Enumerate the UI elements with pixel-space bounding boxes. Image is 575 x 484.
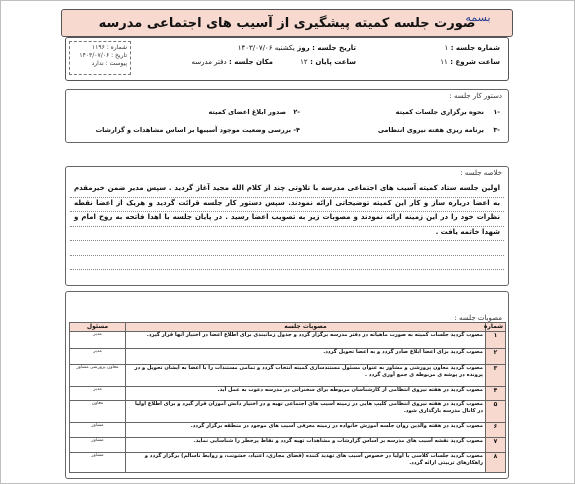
- resolutions-table: [69, 322, 506, 473]
- agenda-item-4: ۴- بررسی وضعیت موجود آسیبها بر اساس مشاهدات و گزارشات: [95, 126, 300, 134]
- row-resp: معاون پرورشی مشاور: [70, 365, 126, 387]
- table-row: [70, 387, 506, 401]
- meeting-number-field: [444, 44, 500, 52]
- resolutions-title: مصوبات جلسه :: [454, 314, 502, 322]
- row-text: مصوب گردید در هفته نیروی انتظامی کلیپ هایی در زمینه آسیب های اجتماعی تهیه و در اختیار دانش آموزان قرار گیرد و برای اطلاع اولیا در کانال مدرسه بارگذاری شود.: [126, 401, 486, 423]
- row-resp: مشاور: [70, 438, 126, 453]
- agenda-item-2: صدور ابلاغ اعضای کمیته: [208, 108, 286, 116]
- row-num: ۴: [486, 387, 506, 401]
- summary-section: [65, 166, 509, 286]
- meeting-date-label: تاریخ جلسه : روز: [297, 44, 356, 52]
- row-num: ۵: [486, 401, 506, 423]
- agenda-section: [65, 89, 509, 143]
- row-text: مصوب گردید جلسات کمیته به صورت ماهیانه در دفتر مدرسه برگزار گردد و جدول زمانبندی برای اطلاع اعضا در اختیار آنها قرار گیرد.: [126, 332, 486, 349]
- row-num: ۱: [486, 332, 506, 349]
- row-num: ۶: [486, 423, 506, 438]
- col-header-resp: مسئول: [70, 323, 126, 332]
- stamp-date: تاریخ : ۱۴۰۳/۰۷/۰۶: [79, 52, 127, 59]
- table-row: [70, 349, 506, 365]
- row-resp: مشاور: [70, 453, 126, 473]
- row-text: مصوب گردید جلسات کلاسی با اولیا در خصوص آسیب های تهدید کننده (فضای مجازی، اعتیاد، خشونت، و روابط ناسالم) برگزار گردد و راهکارهای تربیتی ارائه گردد.: [126, 453, 486, 473]
- summary-title: خلاصه جلسه :: [460, 169, 502, 177]
- end-time-value: ۱۲: [300, 58, 308, 66]
- ruled-line: [70, 269, 504, 270]
- agenda-item-3: برنامه ریزی هفته نیروی انتظامی: [377, 126, 484, 134]
- row-resp: مدیر: [70, 332, 126, 349]
- row-text: مصوب گردید در هفته والدین روان جلسه آموزش خانواده در زمینه معرفی آسیب های موجود در منطقه برگزار گردد.: [126, 423, 486, 438]
- summary-text: اولین جلسه ستاد کمیته آسیب های اجتماعی مدرسه با تلاوتی چند از کلام الله مجید آغاز گردید . سپس مدیر ضمن خیرمقدم به اعضا درباره ساز و کار این کمیته توضیحاتی ارائه نمودند. سپس دستور کار جلسه قرائت گردید و هریک از اعضا نقطه نظرات خود را در این زمینه ارائه نمودند و مصوبات زیر به تصویب اعضا رسید . در پایان جلسه با اهدا فاتحه به روح امام و شهدا خاتمه یافت .: [74, 184, 500, 236]
- school-logo: [461, 13, 495, 33]
- table-row: [70, 423, 506, 438]
- meeting-info-box: [65, 37, 509, 81]
- row-num: ۸: [486, 453, 506, 473]
- row-num: ۲: [486, 349, 506, 365]
- row-num: ۷: [486, 438, 506, 453]
- row-resp: مشاور: [70, 423, 126, 438]
- agenda-title: دستور کار جلسه :: [449, 92, 502, 100]
- agenda-item-2-num: ۲-: [293, 108, 300, 116]
- start-time-field: [440, 58, 500, 66]
- meeting-number-value: ۱: [444, 44, 449, 52]
- logo-text: بسمه: [465, 11, 491, 24]
- stamp-attachment: پیوست : ندارد: [91, 60, 127, 67]
- meeting-date-field: [238, 44, 356, 52]
- col-header-text: مصوبات جلسه: [126, 323, 486, 332]
- agenda-item-3-num: ۳-: [493, 126, 500, 134]
- agenda-item-1-num: ۱-: [493, 108, 500, 116]
- document-title: صورت جلسه کمیته پیشگیری از آسیب های اجتماعی مدرسه: [98, 15, 476, 31]
- start-time-label: ساعت شروع :: [450, 58, 500, 66]
- ruled-line: [70, 240, 504, 241]
- meeting-place-value: دفتر مدرسه: [191, 58, 227, 66]
- document-title-box: [61, 9, 513, 37]
- meeting-number-label: شماره جلسه :: [450, 44, 500, 52]
- stamp-number: شماره : ۱۱۹۶: [91, 44, 127, 51]
- table-header-row: [70, 323, 506, 332]
- table-row: [70, 365, 506, 387]
- row-resp: مدیر: [70, 387, 126, 401]
- ruled-line: [70, 255, 504, 256]
- start-time-value: ۱۱: [440, 58, 448, 66]
- row-resp: مدیر: [70, 349, 126, 365]
- table-row: [70, 438, 506, 453]
- table-row: [70, 332, 506, 349]
- registration-stamp: [69, 41, 131, 75]
- agenda-item-1: نحوه برگزاری جلسات کمیته: [395, 108, 484, 116]
- table-row: [70, 401, 506, 423]
- row-text: مصوب گردید در هفته نیروی انتظامی از کارشناسان مربوطه برای سخنرانی در مدرسه دعوت به عمل آید.: [126, 387, 486, 401]
- row-num: ۳: [486, 365, 506, 387]
- meeting-place-label: مکان جلسه :: [229, 58, 273, 66]
- meeting-date-value: یکشنبه ۱۴۰۳/۰۷/۰۶: [237, 44, 295, 52]
- row-text: مصوب گردید معاون پرورشی و مشاور به عنوان مسئول مستندسازی کمیته انتخاب گردد و تمامی مستندات را با اعضا به ایشان تحویل و در پرونده در پوشه ی مربوطه ی جمع آوری گردد .: [126, 365, 486, 387]
- row-text: مصوب گردید برای اعضا ابلاغ صادر گردد و به اعضا تحویل گردد.: [126, 349, 486, 365]
- table-row: [70, 453, 506, 473]
- end-time-field: [300, 58, 356, 66]
- row-text: مصوب گردید نقشه آسیب های مدرسه بر اساس گزارشات و مشاهدات تهیه گردد و نقاط پرخطر را شناسایی نماید.: [126, 438, 486, 453]
- col-header-num: شماره: [486, 323, 506, 332]
- meeting-place-field: [192, 58, 273, 66]
- end-time-label: ساعت پایان :: [310, 58, 356, 66]
- row-resp: معاون: [70, 401, 126, 423]
